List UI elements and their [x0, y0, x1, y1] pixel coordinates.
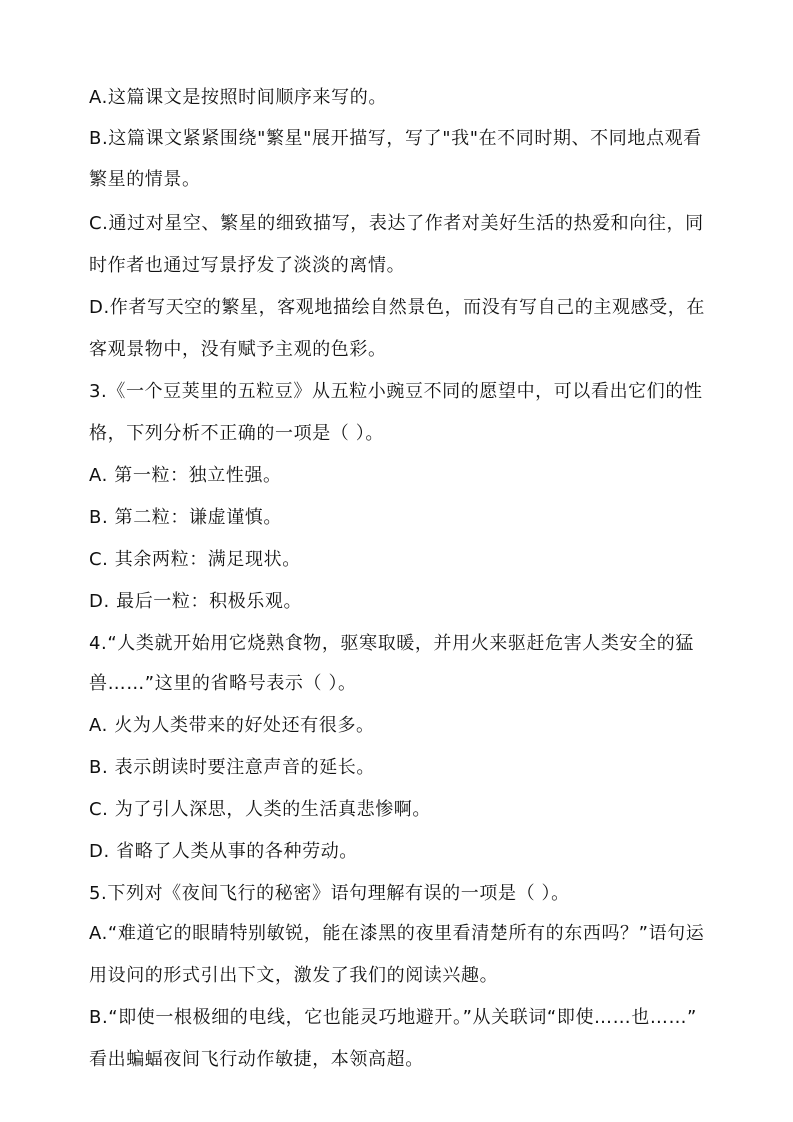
text-line-option-b-q2-cont: 繁星的情景。 — [89, 169, 201, 190]
question-4-option-b: B. 表示朗读时要注意声音的延长。 — [89, 757, 375, 778]
question-5-option-b: B.“即使一根极细的电线，它也能灵巧地避开。”从关联词“即使……也……” — [89, 1007, 697, 1028]
question-5-option-b-cont: 看出蝙蝠夜间飞行动作敏捷，本领高超。 — [89, 1049, 424, 1070]
question-4-option-a: A. 火为人类带来的好处还有很多。 — [89, 715, 375, 736]
question-5-stem: 5.下列对《夜间飞行的秘密》语句理解有误的一项是（ ）。 — [89, 883, 570, 904]
text-line-option-c-q2: C.通过对星空、繁星的细致描写，表达了作者对美好生活的热爱和向往，同 — [89, 213, 704, 234]
question-3-stem-cont: 格，下列分析不正确的一项是（ ）。 — [89, 423, 384, 444]
question-3-stem: 3.《一个豆荚里的五粒豆》从五粒小豌豆不同的愿望中，可以看出它们的性 — [89, 381, 703, 402]
question-3-option-c: C. 其余两粒：满足现状。 — [89, 549, 301, 570]
question-4-option-d: D. 省略了人类从事的各种劳动。 — [89, 841, 358, 862]
question-5-option-a: A.“难道它的眼睛特别敏锐，能在漆黑的夜里看清楚所有的东西吗？”语句运 — [89, 923, 705, 944]
question-4-stem-cont: 兽……”这里的省略号表示（ ）。 — [89, 673, 357, 694]
question-4-option-c: C. 为了引人深思，人类的生活真悲惨啊。 — [89, 799, 432, 820]
text-line-option-d-q2-cont: 客观景物中，没有赋予主观的色彩。 — [89, 339, 387, 360]
question-5-option-a-cont: 用设问的形式引出下文，激发了我们的阅读兴趣。 — [89, 965, 499, 986]
text-line-option-d-q2: D.作者写天空的繁星，客观地描绘自然景色，而没有写自己的主观感受，在 — [89, 297, 705, 318]
text-line-option-b-q2: B.这篇课文紧紧围绕"繁星"展开描写，写了"我"在不同时期、不同地点观看 — [89, 128, 702, 149]
question-3-option-d: D. 最后一粒：积极乐观。 — [89, 591, 303, 612]
question-3-option-a: A. 第一粒：独立性强。 — [89, 465, 282, 486]
text-line-option-a-q2: A.这篇课文是按照时间顺序来写的。 — [89, 87, 387, 108]
question-4-stem: 4.“人类就开始用它烧熟食物，驱寒取暖，并用火来驱赶危害人类安全的猛 — [89, 633, 694, 654]
text-line-option-c-q2-cont: 时作者也通过写景抒发了淡淡的离情。 — [89, 255, 406, 276]
question-3-option-b: B. 第二粒：谦虚谨慎。 — [89, 507, 282, 528]
